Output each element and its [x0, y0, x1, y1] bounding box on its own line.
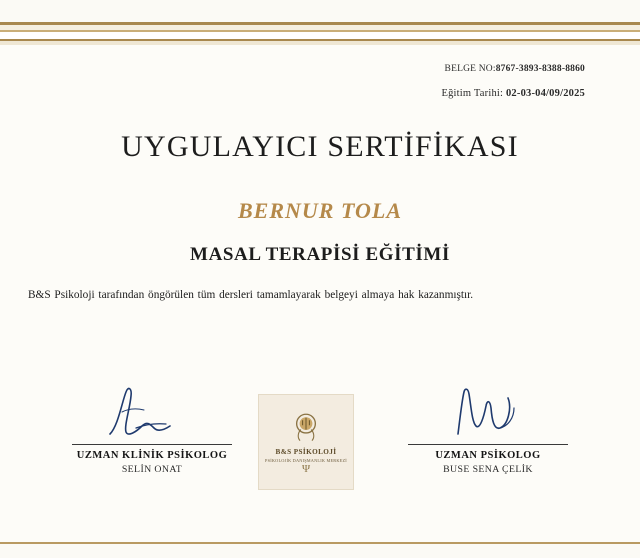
border-band-outer-top [0, 0, 640, 22]
document-meta [441, 62, 585, 102]
signature-rule-left [72, 444, 232, 445]
training-date-value: 02-03-04/09/2025 [505, 87, 585, 99]
certificate-title: UYGULAYICI SERTİFİKASI [121, 130, 519, 163]
seal-brand-name: B&S PSİKOLOJİ [275, 447, 337, 456]
program-name: MASAL TERAPİSİ EĞİTİMİ [190, 244, 450, 265]
signature-block-left [52, 382, 252, 475]
border-band-bottom-cream [0, 544, 640, 558]
border-band-cream-2 [0, 41, 640, 45]
document-number-value: 8767-3893-8388-8860 [495, 64, 585, 74]
signature-title-left: UZMAN KLİNİK PSİKOLOG [76, 450, 228, 461]
signature-block-right [388, 382, 588, 475]
signature-title-right: UZMAN PSİKOLOG [435, 450, 541, 461]
signature-rule-right [408, 444, 568, 445]
signature-name-left: SELİN ONAT [121, 464, 183, 475]
seal-subtitle: PSİKOLOJİK DANIŞMANLIK MERKEZİ [265, 457, 347, 463]
psi-symbol-icon: Ψ [301, 462, 311, 475]
organization-seal [258, 394, 354, 490]
recipient-name: BERNUR TOLA [237, 198, 402, 223]
document-number-line [441, 62, 585, 77]
border-band-white-1 [0, 32, 640, 39]
signature-mark-right [388, 382, 588, 444]
signature-name-right: BUSE SENA ÇELİK [443, 464, 533, 475]
laurel-emblem-icon [289, 410, 323, 444]
signature-mark-left [52, 382, 252, 444]
certificate-body-text: B&S Psikoloji tarafından öngörülen tüm dersleri tamamlayarak belgeyi almaya hak kazanmıştır. [28, 289, 474, 301]
document-number-label: BELGE NO: [444, 64, 496, 74]
training-date-line [441, 86, 585, 102]
training-date-label: Eğitim Tarihi: [441, 87, 506, 99]
